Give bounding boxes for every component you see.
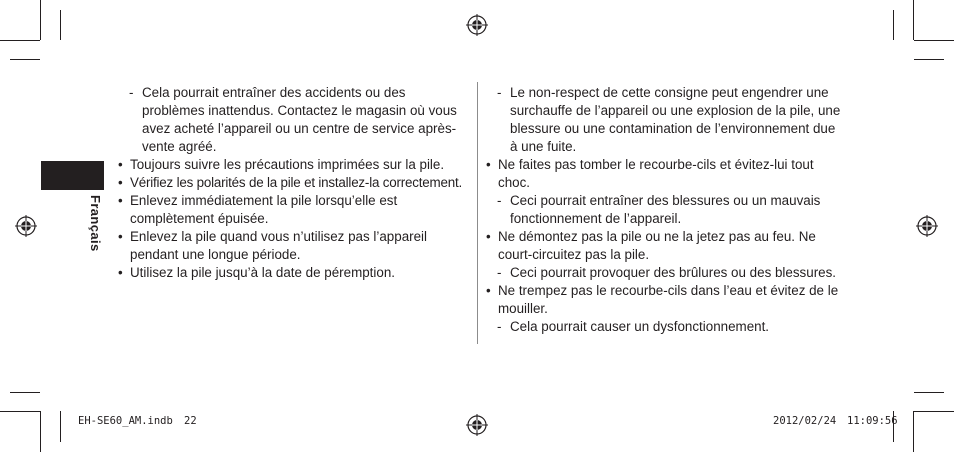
registration-mark-icon [916,215,938,237]
crop-mark [914,392,944,393]
footer-date: 2012/02/24 [773,415,837,427]
left-column [117,84,469,282]
list-item: - Cela pourrait causer un dysfonctionnement. [485,318,841,336]
registration-mark-icon [466,14,488,36]
crop-mark [40,411,41,452]
language-tab-block [41,161,104,190]
list-item: • Vérifiez les polarités de la pile et installez-la correctement. [117,174,469,192]
crop-mark [60,10,61,40]
registration-mark-icon [15,215,37,237]
crop-mark [913,411,914,452]
crop-mark [60,411,61,442]
crop-mark [893,10,894,40]
list-item: - Ceci pourrait entraîner des blessures ou un mauvais fonctionnement de l’appareil. [485,192,841,228]
crop-mark [10,392,40,393]
crop-mark [10,59,40,60]
list-item: • Ne démontez pas la pile ou ne la jetez pas au feu. Ne court-circuitez pas la pile. [485,228,841,264]
crop-mark [913,0,914,40]
registration-mark-icon [466,414,488,436]
list-item: • Ne trempez pas le recourbe-cils dans l’eau et évitez de le mouiller. [485,282,841,318]
list-item: • Utilisez la pile jusqu’à la date de péremption. [117,264,469,282]
list-item: • Ne faites pas tomber le recourbe-cils et évitez-lui tout choc. [485,156,841,192]
crop-mark [914,40,954,41]
crop-mark [0,411,40,412]
crop-mark [914,59,944,60]
column-divider [477,82,478,344]
list-item: • Toujours suivre les précautions imprimées sur la pile. [117,156,469,174]
list-item: - Ceci pourrait provoquer des brûlures ou des blessures. [485,264,841,282]
list-item: - Le non-respect de cette consigne peut engendrer une surchauffe de l’appareil ou une explosion de la pile, une blessure ou une contamination de l’environnement due à une fuite. [485,84,841,156]
right-column [485,84,841,336]
crop-mark [0,40,40,41]
footer-file-name: EH-SE60_AM.indb [78,415,173,427]
footer-time: 11:09:56 [847,415,898,427]
crop-mark [40,0,41,40]
footer-page-number: 22 [184,415,197,427]
list-item: - Cela pourrait entraîner des accidents ou des problèmes inattendus. Contactez le magasin où vous avez acheté l’appareil ou un centre de service après-vente agréé. [117,84,469,156]
crop-mark [914,411,954,412]
list-item: • Enlevez la pile quand vous n’utilisez pas l’appareil pendant une longue période. [117,228,469,264]
language-tab-label: Français [88,195,103,252]
list-item: • Enlevez immédiatement la pile lorsqu’elle est complètement épuisée. [117,192,469,228]
